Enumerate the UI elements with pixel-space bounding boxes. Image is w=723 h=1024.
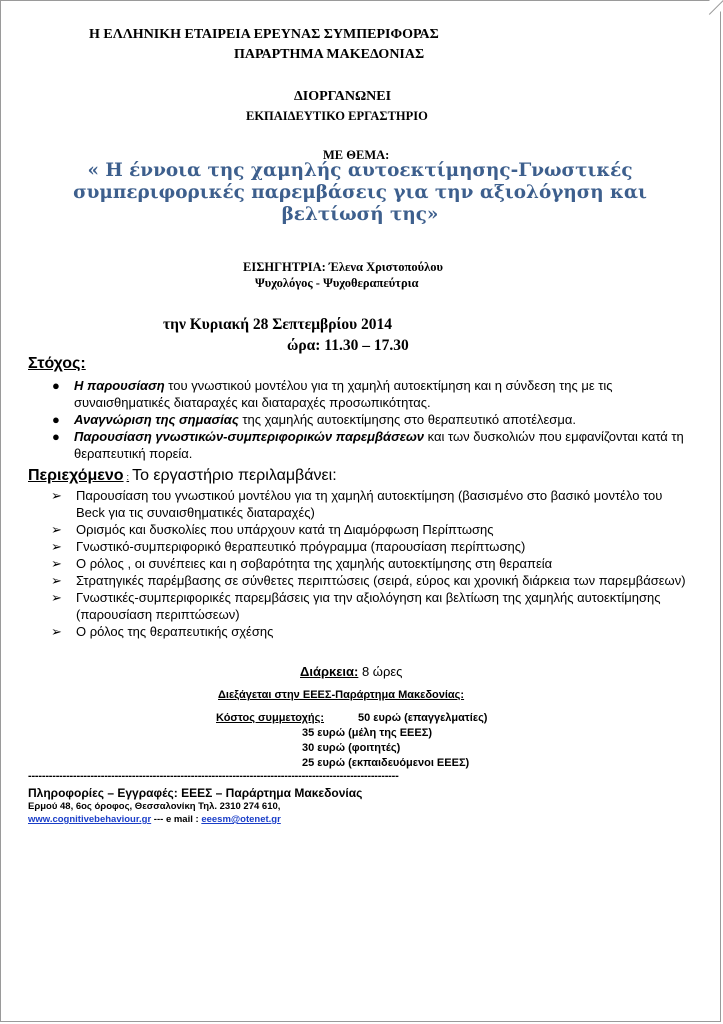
content-item (50, 521, 690, 538)
goal-item (50, 411, 690, 428)
arrow-bullet-icon: ➢ (51, 624, 62, 639)
goal-item-text: και των δυσκολιών που εμφανίζονται κατά τη θεραπευτική πορεία. (74, 429, 684, 461)
fee-item: 35 ευρώ (μέλη της ΕΕΕΣ) (302, 727, 432, 739)
email-link[interactable]: eeesm@otenet.gr (201, 814, 281, 825)
arrow-bullet-icon: ➢ (51, 590, 62, 605)
content-heading-text: Περιεχόμενο (28, 467, 124, 484)
goal-item-lead: Παρουσίαση γνωστικών-συμπεριφορικών παρεμβάσεων (74, 429, 425, 444)
event-time: ώρα: 11.30 – 17.30 (287, 337, 409, 354)
content-intro: Το εργαστήριο περιλαμβάνει: (132, 467, 337, 484)
content-item (50, 538, 690, 555)
content-item (50, 555, 690, 572)
content-item-text: Γνωστικές-συμπεριφορικές παρεμβάσεις για την αξιολόγηση και βελτίωση της χαμηλής αυτοεκτίμησης (παρουσίαση περιπτώσεων) (76, 590, 661, 622)
venue: Διεξάγεται στην ΕΕΕΣ-Παράρτημα Μακεδονίας: (218, 689, 465, 701)
fee-item: 50 ευρώ (επαγγελματίες) (358, 712, 488, 724)
title-line-1: « Η έννοια της χαμηλής αυτοεκτίμησης-Γνωστικές (87, 160, 633, 181)
speaker-profession: Ψυχολόγος - Ψυχοθεραπεύτρια (255, 276, 419, 290)
fee-item: 25 ευρώ (εκπαιδευόμενοι ΕΕΕΣ) (302, 757, 470, 769)
content-item-text: Στρατηγικές παρέμβασης σε σύνθετες περιπτώσεις (σειρά, εύρος και χρονική διάρκεια των παρεμβάσεων) (76, 573, 686, 588)
fee-label: Κόστος συμμετοχής: (216, 712, 325, 724)
goal-item-lead: Η παρουσίαση (74, 378, 165, 393)
goal-item (50, 428, 690, 462)
content-item (50, 589, 690, 623)
goal-list (50, 377, 690, 462)
content-item (50, 623, 690, 640)
goal-item-text: του γνωστικού μοντέλου για τη χαμηλή αυτοεκτίμηση και η σύνδεση της με τις συναισθηματικές διαταραχές και διαταραχές προσωπικότητας. (74, 378, 613, 410)
content-item-text: Ο ρόλος της θεραπευτικής σχέσης (76, 624, 274, 639)
arrow-bullet-icon: ➢ (51, 539, 62, 554)
content-heading-colon: : (126, 472, 130, 482)
workshop-title (40, 160, 680, 226)
topic-label: ΜΕ ΘΕΜΑ: (323, 148, 390, 162)
title-line-3: βελτίωσή της» (281, 204, 439, 225)
speaker-name: ΕΙΣΗΓΗΤΡΙΑ: Έλενα Χριστοπούλου (243, 260, 443, 274)
bullet-icon: ● (52, 378, 60, 393)
goal-item-text: της χαμηλής αυτοεκτίμησης στο θεραπευτικό αποτέλεσμα. (238, 412, 576, 427)
goal-item-lead: Αναγνώριση της σημασίας (74, 412, 239, 427)
goal-heading (28, 355, 86, 373)
goal-heading-text: Στόχος: (28, 355, 86, 372)
arrow-bullet-icon: ➢ (51, 488, 62, 503)
content-list (50, 487, 690, 640)
content-item-text: Γνωστικό-συμπεριφορικό θεραπευτικό πρόγραμμα (παρουσίαση περίπτωσης) (76, 539, 526, 554)
duration-label: Διάρκεια: (300, 664, 359, 679)
arrow-bullet-icon: ➢ (51, 573, 62, 588)
address: Ερμού 48, 6ος όροφος, Θεσσαλονίκη Τηλ. 2310 274 610, (28, 801, 281, 812)
content-item (50, 572, 690, 589)
organizes-heading: ΔΙΟΡΓΑΝΩΝΕΙ (294, 89, 392, 104)
organization-name: Η ΕΛΛΗΝΙΚΗ ΕΤΑΙΡΕΙΑ ΕΡΕΥΝΑΣ ΣΥΜΠΕΡΙΦΟΡΑΣ (89, 27, 439, 42)
info-heading: Πληροφορίες – Εγγραφές: ΕΕΕΣ – Παράρτημα Μακεδονίας (28, 786, 363, 800)
arrow-bullet-icon: ➢ (51, 556, 62, 571)
content-heading (28, 467, 337, 485)
bullet-icon: ● (52, 412, 60, 427)
content-item-text: Ο ρόλος , οι συνέπειες και η σοβαρότητα της χαμηλής αυτοεκτίμησης στη θεραπεία (76, 556, 553, 571)
divider: ----------------------------------------------------------------------------------------------------------- (28, 770, 399, 782)
fee-item: 30 ευρώ (φοιτητές) (302, 742, 401, 754)
website-link[interactable]: www.cognitivebehaviour.gr (28, 814, 152, 825)
duration-value: 8 ώρες (358, 664, 403, 679)
bullet-icon: ● (52, 429, 60, 444)
content-item-text: Παρουσίαση του γνωστικού μοντέλου για τη χαμηλή αυτοεκτίμηση (βασισμένο στο βασικό μοντέλο του Beck για τις συναισθηματικές διαταραχές) (76, 488, 663, 520)
organization-branch: ΠΑΡΑΡΤΗΜΑ ΜΑΚΕΔΟΝΙΑΣ (234, 47, 425, 62)
title-line-2: συμπεριφορικές παρεμβάσεις για την αξιολόγηση και (73, 182, 647, 203)
content-item-text: Ορισμός και δυσκολίες που υπάρχουν κατά τη Διαμόρφωση Περίπτωσης (76, 522, 494, 537)
arrow-bullet-icon: ➢ (51, 522, 62, 537)
content-item (50, 487, 690, 521)
duration (300, 664, 402, 679)
event-type: ΕΚΠΑΙΔΕΥΤΙΚΟ ΕΡΓΑΣΤΗΡΙΟ (246, 109, 428, 123)
contacts (28, 814, 281, 825)
event-date: την Κυριακή 28 Σεπτεμβρίου 2014 (163, 316, 392, 333)
goal-item (50, 377, 690, 411)
email-prefix: --- e mail : (151, 814, 202, 825)
